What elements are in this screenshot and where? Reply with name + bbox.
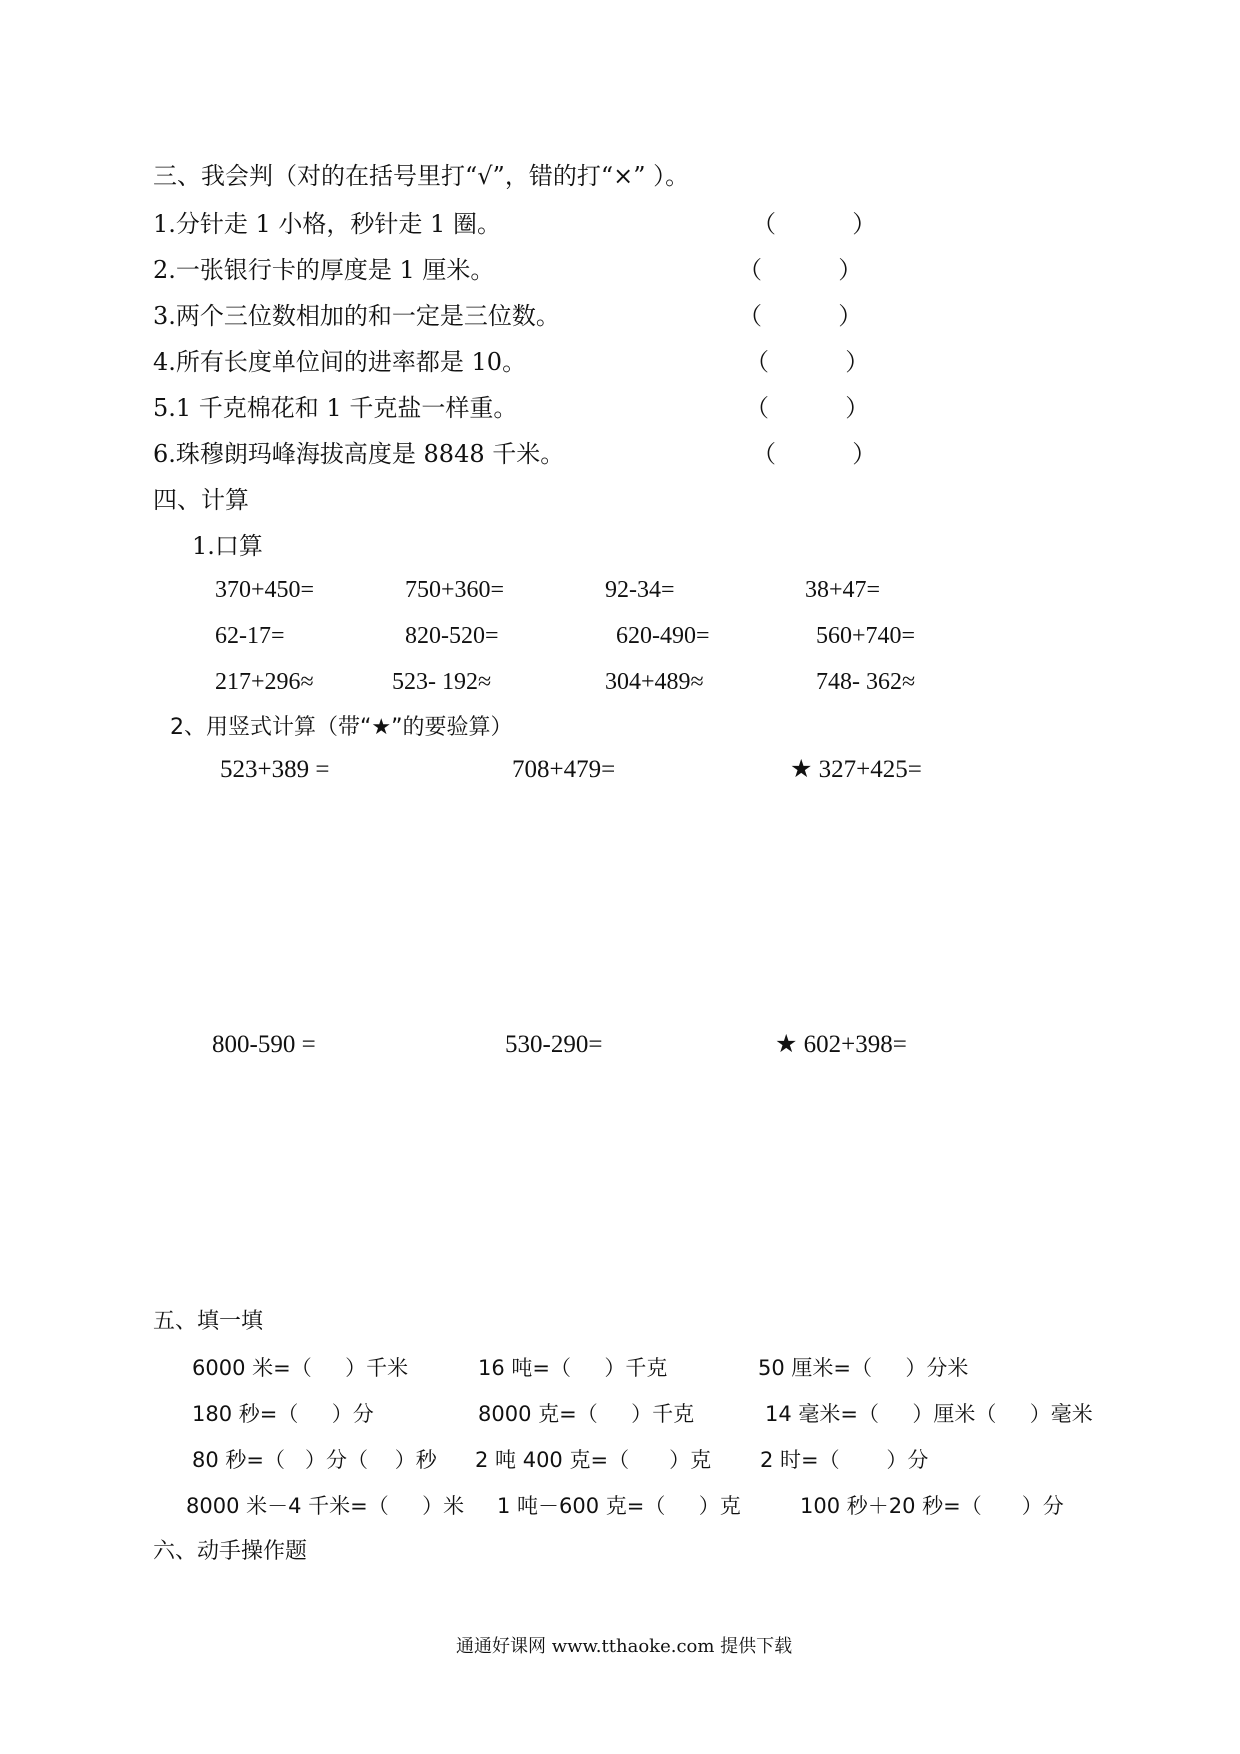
section3-item-6-answer-bracket[interactable]: （ ） — [752, 440, 877, 468]
fill-blank-item[interactable]: 100 秒＋20 秒=（ ）分 — [800, 1494, 1064, 1518]
section3-item-1-answer-bracket[interactable]: （ ） — [752, 210, 877, 238]
section3-item-5-answer-bracket[interactable]: （ ） — [745, 394, 870, 422]
oral-calc-item: 820-520= — [405, 623, 499, 649]
section3-item-2: 2.一张银行卡的厚度是 1 厘米。 — [153, 256, 495, 284]
fill-blank-item[interactable]: 6000 米=（ ）千米 — [192, 1356, 409, 1380]
oral-calc-item: 92-34= — [605, 577, 675, 603]
fill-blank-item[interactable]: 1 吨－600 克=（ ）克 — [497, 1494, 741, 1518]
vertical-calc-item-starred: ★ 327+425= — [790, 756, 922, 783]
section4-title: 四、计算 — [153, 486, 249, 514]
vertical-calc-item: 800-590 = — [212, 1031, 316, 1058]
fill-blank-item[interactable]: 8000 米－4 千米=（ ）米 — [186, 1494, 465, 1518]
footer-credit: 通通好课网 www.tthaoke.com 提供下载 — [456, 1636, 793, 1657]
oral-calc-item: 62-17= — [215, 623, 285, 649]
section3-item-2-answer-bracket[interactable]: （ ） — [738, 256, 863, 284]
fill-blank-item[interactable]: 2 吨 400 克=（ ）克 — [475, 1448, 712, 1472]
section5-title: 五、填一填 — [153, 1309, 264, 1334]
oral-calc-item: 304+489≈ — [605, 669, 704, 695]
oral-calc-item: 620-490= — [616, 623, 710, 649]
oral-calc-item: 560+740= — [816, 623, 916, 649]
fill-blank-item[interactable]: 50 厘米=（ ）分米 — [758, 1356, 969, 1380]
fill-blank-item[interactable]: 2 时=（ ）分 — [760, 1448, 929, 1472]
oral-calc-title: 1.口算 — [192, 532, 263, 560]
fill-blank-item[interactable]: 14 毫米=（ ）厘米（ ）毫米 — [765, 1402, 1093, 1426]
vertical-calc-item-starred: ★ 602+398= — [775, 1031, 907, 1058]
oral-calc-item: 217+296≈ — [215, 669, 314, 695]
fill-blank-item[interactable]: 80 秒=（ ）分（ ）秒 — [192, 1448, 437, 1472]
section3-item-4-answer-bracket[interactable]: （ ） — [745, 348, 870, 376]
vertical-calc-item: 708+479= — [512, 756, 616, 783]
section3-item-3-answer-bracket[interactable]: （ ） — [738, 302, 863, 330]
fill-blank-item[interactable]: 180 秒=（ ）分 — [192, 1402, 374, 1426]
oral-calc-item: 370+450= — [215, 577, 315, 603]
fill-blank-item[interactable]: 16 吨=（ ）千克 — [478, 1356, 668, 1380]
fill-blank-item[interactable]: 8000 克=（ ）千克 — [478, 1402, 695, 1426]
section6-title: 六、动手操作题 — [153, 1539, 308, 1564]
oral-calc-item: 748- 362≈ — [816, 669, 916, 695]
section3-item-3: 3.两个三位数相加的和一定是三位数。 — [153, 302, 560, 330]
oral-calc-item: 38+47= — [805, 577, 881, 603]
section3-item-5: 5.1 千克棉花和 1 千克盐一样重。 — [153, 394, 518, 422]
vertical-calc-item: 523+389 = — [220, 756, 330, 783]
section3-item-6: 6.珠穆朗玛峰海拔高度是 8848 千米。 — [153, 440, 565, 468]
section3-item-4: 4.所有长度单位间的进率都是 10。 — [153, 348, 527, 376]
section3-item-1: 1.分针走 1 小格，秒针走 1 圈。 — [153, 210, 501, 238]
section3-title: 三、我会判（对的在括号里打“√”，错的打“×” ）。 — [153, 162, 690, 190]
vertical-calc-title: 2、用竖式计算（带“★”的要验算） — [170, 715, 513, 740]
vertical-calc-item: 530-290= — [505, 1031, 603, 1058]
oral-calc-item: 523- 192≈ — [392, 669, 492, 695]
oral-calc-item: 750+360= — [405, 577, 505, 603]
